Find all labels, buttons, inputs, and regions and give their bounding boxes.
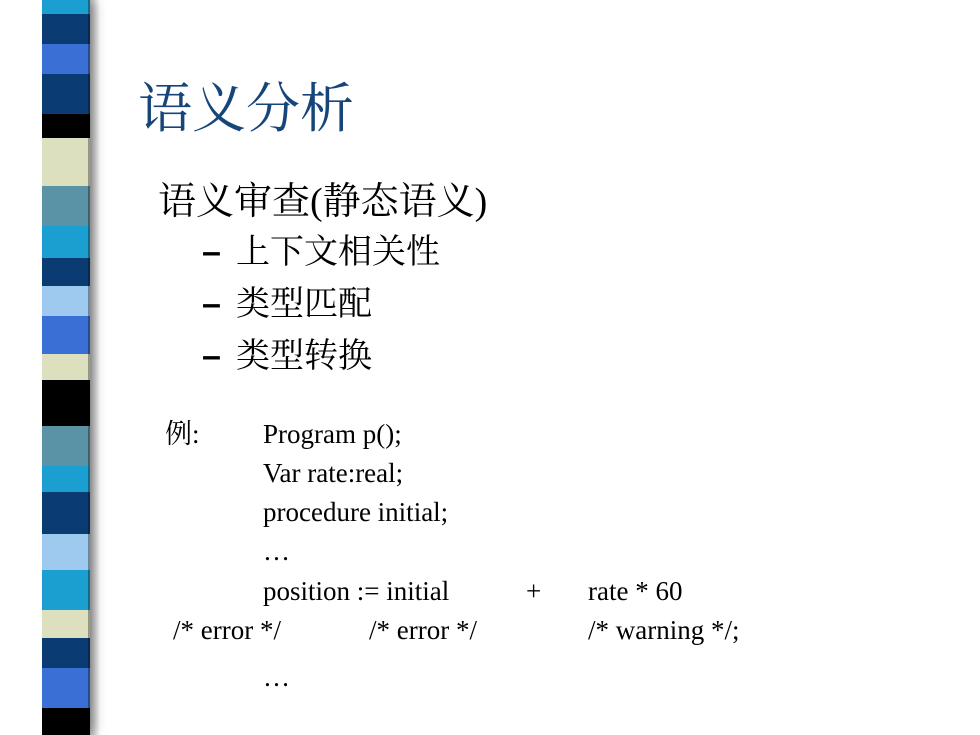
code-operator: + bbox=[526, 576, 542, 606]
decorative-color-stripe bbox=[42, 0, 90, 735]
code-ellipsis: … bbox=[263, 536, 290, 566]
sub-bullet-text: 类型匹配 bbox=[236, 286, 372, 323]
stripe-shadow bbox=[88, 0, 100, 735]
bullet-dash: – bbox=[202, 285, 221, 323]
bullet-dash: – bbox=[202, 337, 221, 375]
sub-bullet-context bbox=[202, 230, 440, 275]
slide-title: 语义分析 bbox=[138, 79, 354, 139]
example-label: 例: bbox=[165, 419, 200, 449]
bullet-dash: – bbox=[202, 233, 221, 271]
sub-bullet-type-conversion bbox=[202, 334, 372, 379]
code-line: rate * 60 bbox=[588, 576, 683, 606]
code-line: Program p(); bbox=[263, 419, 402, 449]
code-line: Var rate:real; bbox=[263, 458, 404, 488]
sub-bullet-type-match bbox=[202, 282, 372, 327]
main-bullet: 语义审查(静态语义) bbox=[158, 181, 488, 223]
sub-bullet-text: 上下文相关性 bbox=[236, 234, 440, 271]
code-comment: /* warning */; bbox=[588, 615, 740, 645]
code-line: position := initial bbox=[263, 576, 450, 606]
code-comment: /* error */ bbox=[369, 615, 477, 645]
code-comment: /* error */ bbox=[173, 615, 281, 645]
code-ellipsis: … bbox=[263, 662, 290, 692]
sub-bullet-text: 类型转换 bbox=[236, 338, 372, 375]
code-line: procedure initial; bbox=[263, 497, 449, 527]
